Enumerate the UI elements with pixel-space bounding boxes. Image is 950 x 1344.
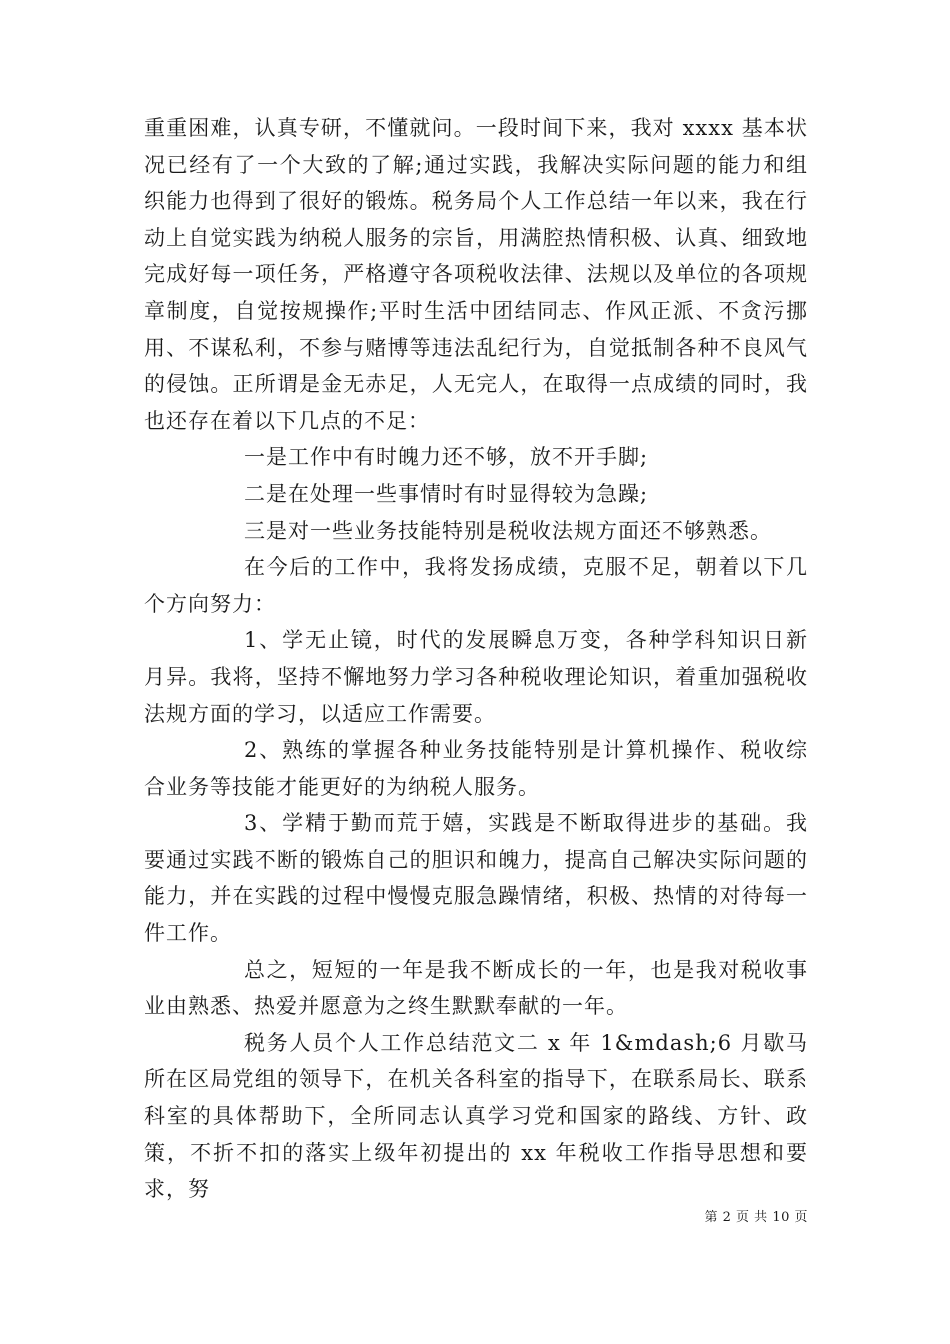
paragraph-8: 3、学精于勤而荒于嬉，实践是不断取得进步的基础。我要通过实践不断的锻炼自己的胆识和魄力，提高自己解决实际问题的能力，并在实践的过程中慢慢克服急躁情绪，积极、热情的对待每一件工作。 [144,811,808,946]
paragraph-3: 二是在处理一些事情时有时显得较为急躁; [244,481,649,506]
paragraph-7: 2、熟练的掌握各种业务技能特别是计算机操作、税收综合业务等技能才能更好的为纳税人服务。 [144,738,808,799]
paragraph-9: 总之，短短的一年是我不断成长的一年，也是我对税收事业由熟悉、热爱并愿意为之终生默默奉献的一年。 [144,957,808,1019]
paragraph-6: 1、学无止镜，时代的发展瞬息万变，各种学科知识日新月异。我将，坚持不懈地努力学习各种税收理论知识，着重加强税收法规方面的学习，以适应工作需要。 [144,628,808,726]
paragraph-4: 三是对一些业务技能特别是税收法规方面还不够熟悉。 [244,518,772,543]
document-body [144,110,808,1208]
paragraph-10: 税务人员个人工作总结范文二 x 年 1&mdash;6 月歇马所在区局党组的领导下，在机关各科室的指导下，在联系局长、联系科室的具体帮助下，全所同志认真学习党和国家的路线、方针、政策，不折不扣的落实上级年初提出的 xx 年税收工作指导思想和要求，努 [144,1030,808,1202]
paragraph-2: 一是工作中有时魄力还不够，放不开手脚; [244,445,649,470]
paragraph-1: 重重困难，认真专研，不懂就问。一段时间下来，我对 xxxx 基本状况已经有了一个大致的了解;通过实践，我解决实际问题的能力和组织能力也得到了很好的锻炼。税务局个人工作总结一年以来，我在行动上自觉实践为纳税人服务的宗旨，用满腔热情积极、认真、细致地完成好每一项任务，严格遵守各项税收法律、法规以及单位的各项规章制度，自觉按规操作;平时生活中团结同志、作风正派、不贪污挪用、不谋私利，不参与赌博等违法乱纪行为，自觉抵制各种不良风气的侵蚀。正所谓是金无赤足，人无完人，在取得一点成绩的同时，我也还存在着以下几点的不足： [144,116,808,433]
paragraph-5: 在今后的工作中，我将发扬成绩，克服不足，朝着以下几个方向努力： [144,555,808,616]
page-number-footer: 第 2 页 共 10 页 [704,1210,808,1225]
